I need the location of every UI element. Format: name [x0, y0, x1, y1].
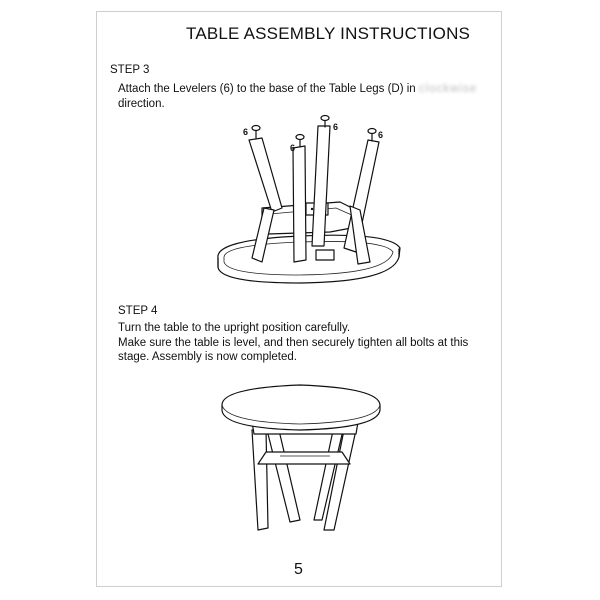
leveler-label-2: 6 — [290, 143, 296, 153]
step-3-label: STEP 3 — [110, 64, 150, 76]
upright-table-legs — [252, 426, 356, 530]
step-4-label: STEP 4 — [118, 305, 158, 317]
leveler-label-3: 6 — [333, 122, 339, 132]
page-title: TABLE ASSEMBLY INSTRUCTIONS — [186, 24, 471, 43]
step-4-line-3: stage. Assembly is now completed. — [118, 351, 297, 363]
step-3-obscured-word: clockwise — [418, 83, 478, 95]
step-3-line-2: direction. — [118, 97, 165, 110]
page-number: 5 — [294, 561, 303, 578]
leveler-label-1: 6 — [243, 127, 249, 137]
step-4-line-2: Make sure the table is level, and then securely tighten all bolts at this — [118, 336, 469, 349]
step-4-line-1: Turn the table to the upright position carefully. — [118, 322, 351, 334]
upright-table-top — [222, 385, 380, 430]
leveler-label-4: 6 — [378, 130, 384, 140]
upright-table-stretcher — [258, 452, 350, 464]
step-3-line-1: Attach the Levelers (6) to the base of the Table Legs (D) in — [118, 83, 416, 95]
